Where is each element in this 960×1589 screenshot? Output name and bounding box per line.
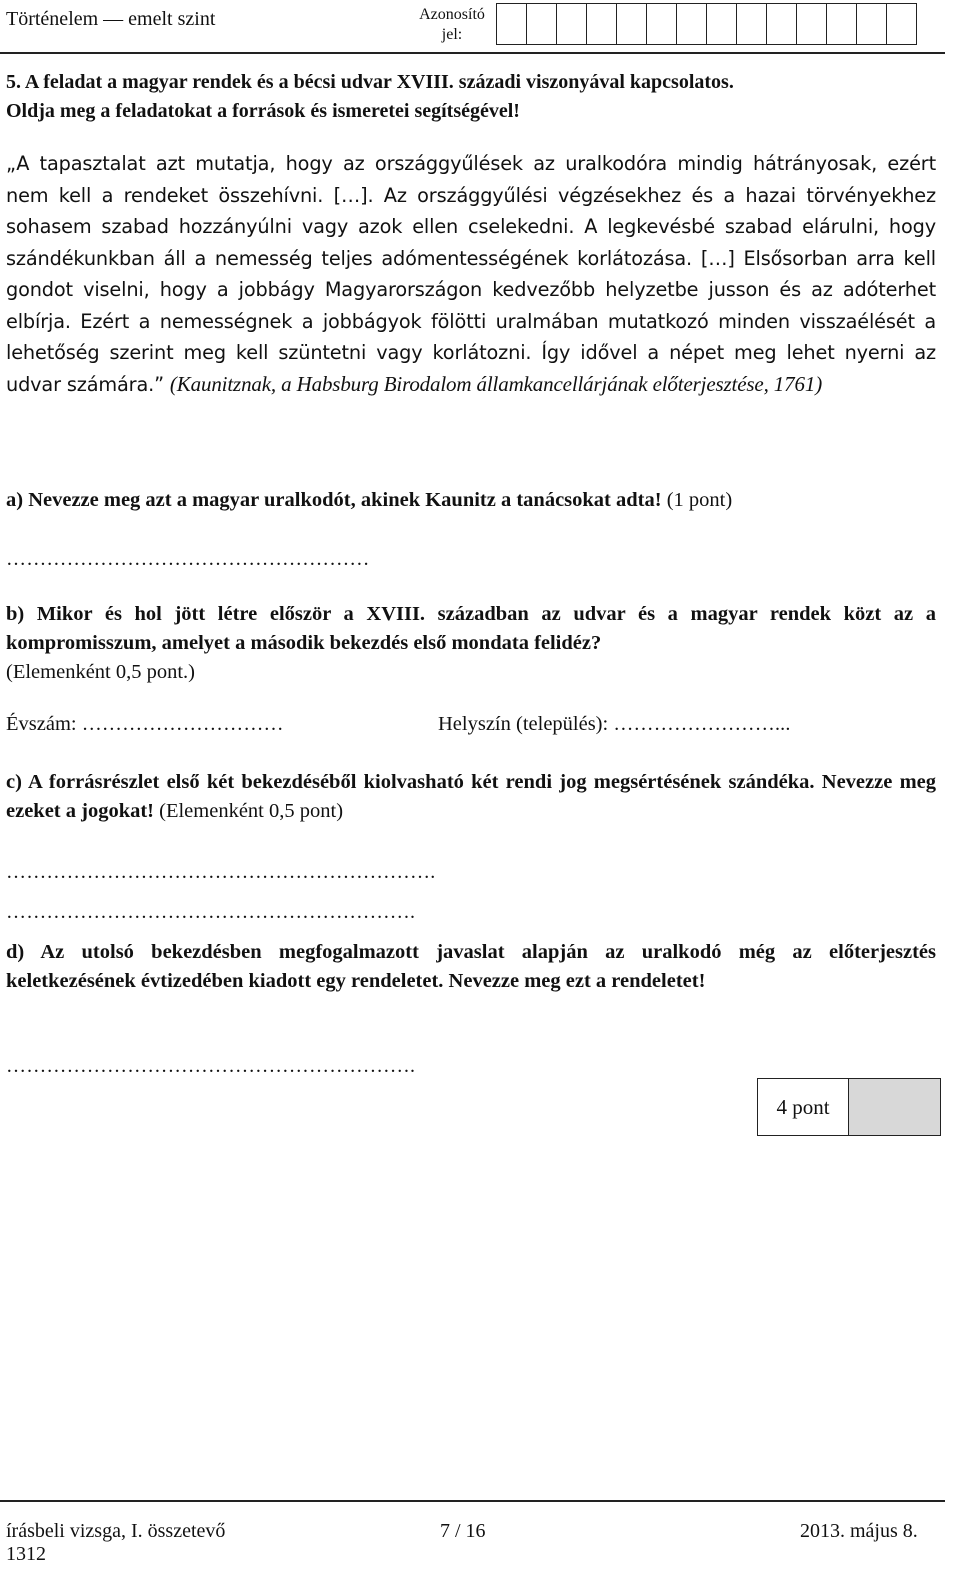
question-b bbox=[6, 600, 936, 687]
id-box[interactable] bbox=[796, 3, 827, 45]
question-c-points: (Elemenként 0,5 pont) bbox=[159, 800, 344, 822]
task-title bbox=[6, 68, 936, 126]
year-label: Évszám: bbox=[6, 713, 77, 735]
answer-line-d[interactable]: ……………………………………………………. bbox=[6, 1055, 416, 1077]
answer-line-a[interactable]: ……………………………………………… bbox=[6, 548, 370, 570]
id-box[interactable] bbox=[886, 3, 917, 45]
source-text: „A tapasztalat azt mutatja, hogy az országgyűlések az uralkodóra mindig hátrányosak, ezért nem kell a rendeket összehívni. […]. Az országgyűlési végzésekhez és a hazai törvényekhez sohasem szabad hozzányúlni vagy azok ellen cselekedni. A legkevésbé szabad elárulni, hogy szándékunkban áll a nemesség teljes adómentességének korlátozása. […] Elsősorban arra kell gondot viselni, hogy a jobbágy Magyarországon kedvezőbb helyzetbe jusson és az adóterhet elbírja. Ezért a nemességnek a jobbágyok fölötti uralmában mutatkozó minden visszaélését a lehetőség szerint meg kell szüntetni vagy korlátozni. Így idővel a népet meg lehet nyerni az udvar számára.” bbox=[6, 152, 936, 396]
question-d bbox=[6, 938, 936, 996]
question-b-points: (Elemenként 0,5 pont.) bbox=[6, 661, 196, 683]
question-c-prompt: c) A forrásrészlet első két bekezdéséből kiolvasható két rendi jog megsértésének szándéka. Nevezze meg ezeket a jogokat! bbox=[6, 771, 936, 822]
footer-exam: írásbeli vizsga, I. összetevő bbox=[6, 1520, 226, 1542]
page-number: 7 / 16 bbox=[440, 1520, 486, 1542]
id-box[interactable] bbox=[736, 3, 767, 45]
question-a bbox=[6, 486, 936, 515]
id-box[interactable] bbox=[496, 3, 527, 45]
score-entry-cell[interactable] bbox=[849, 1078, 941, 1136]
footer-code: 1312 bbox=[6, 1543, 46, 1565]
id-box[interactable] bbox=[556, 3, 587, 45]
id-label: Azonosító jel: bbox=[419, 6, 485, 43]
id-box[interactable] bbox=[526, 3, 557, 45]
id-box[interactable] bbox=[766, 3, 797, 45]
id-box[interactable] bbox=[706, 3, 737, 45]
question-a-prompt: a) Nevezze meg azt a magyar uralkodót, akinek Kaunitz a tanácsokat adta! bbox=[6, 489, 662, 511]
score-label: 4 pont bbox=[757, 1078, 849, 1136]
place-field bbox=[438, 713, 791, 736]
answer-line-c1[interactable]: ………………………………………………………. bbox=[6, 861, 436, 883]
source-excerpt bbox=[6, 148, 936, 400]
question-c bbox=[6, 768, 936, 826]
score-box bbox=[757, 1078, 941, 1136]
question-d-prompt: d) Az utolsó bekezdésben megfogalmazott javaslat alapján az uralkodó még az előterjesztés keletkezésének évtizedében kiadott egy rendeletet. Nevezze meg ezt a rendeletet! bbox=[6, 941, 936, 992]
source-citation: (Kaunitznak, a Habsburg Birodalom államkancellárjának előterjesztése, 1761) bbox=[169, 371, 823, 396]
id-box[interactable] bbox=[856, 3, 887, 45]
id-box[interactable] bbox=[586, 3, 617, 45]
year-field bbox=[6, 713, 284, 736]
id-box[interactable] bbox=[646, 3, 677, 45]
year-answer[interactable]: ………………………… bbox=[81, 713, 284, 735]
header-rule bbox=[0, 52, 945, 54]
id-box[interactable] bbox=[616, 3, 647, 45]
place-answer[interactable]: ……………………... bbox=[613, 713, 791, 735]
id-box[interactable] bbox=[826, 3, 857, 45]
answer-line-c2[interactable]: ……………………………………………………. bbox=[6, 901, 416, 923]
footer-date: 2013. május 8. bbox=[800, 1520, 918, 1542]
id-box[interactable] bbox=[676, 3, 707, 45]
footer-rule bbox=[0, 1500, 945, 1502]
task-title-line1: 5. A feladat a magyar rendek és a bécsi udvar XVIII. századi viszonyával kapcsolatos. bbox=[6, 71, 734, 93]
footer-left bbox=[6, 1520, 225, 1566]
header-subject: Történelem — emelt szint bbox=[6, 8, 216, 30]
task-title-line2: Oldja meg a feladatokat a források és ismeretei segítségével! bbox=[6, 100, 520, 122]
question-b-prompt: b) Mikor és hol jött létre először a XVIII. században az udvar és a magyar rendek közt az a kompromisszum, amelyet a második bekezdés első mondata felidéz? bbox=[6, 603, 936, 654]
place-label: Helyszín (település): bbox=[438, 713, 609, 735]
id-boxes bbox=[497, 3, 917, 45]
question-a-points: (1 pont) bbox=[666, 489, 733, 511]
